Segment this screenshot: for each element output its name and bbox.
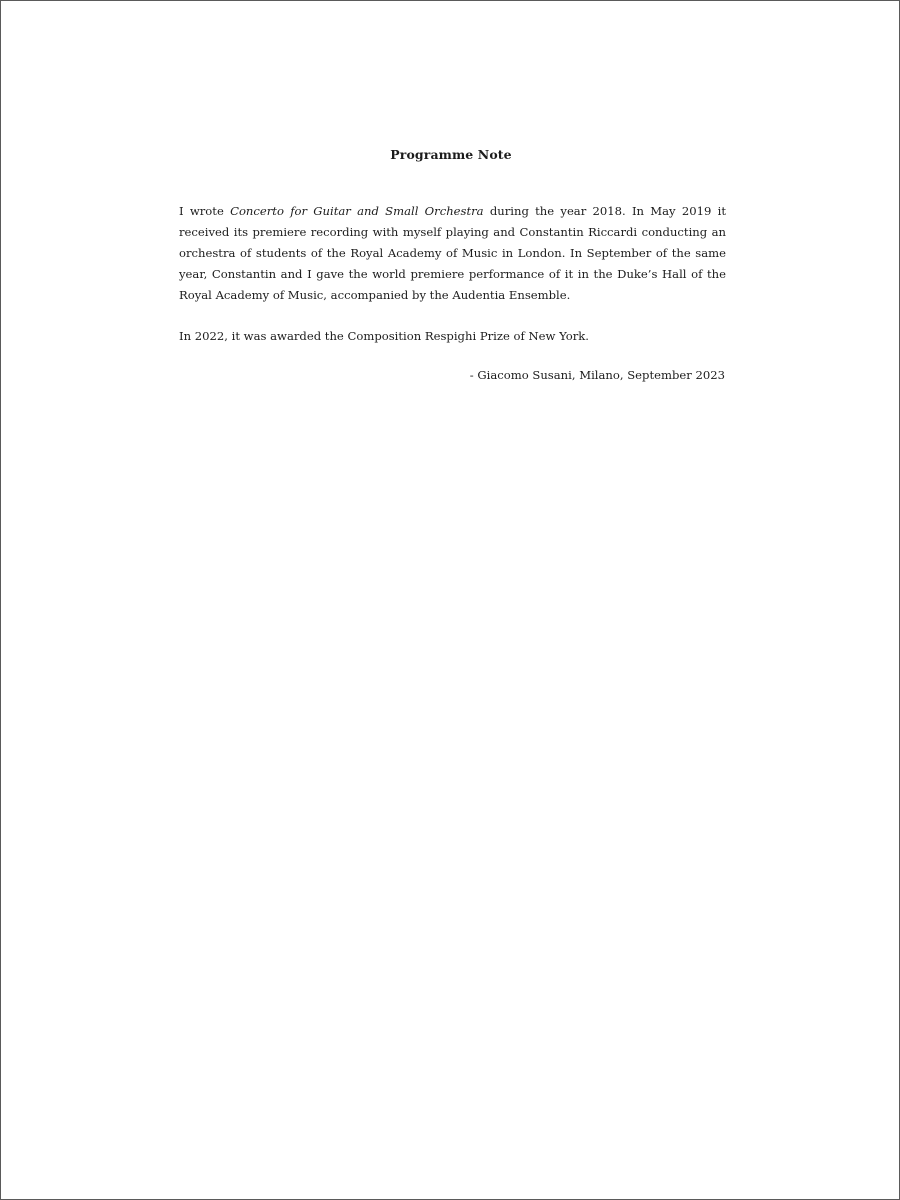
work-title: Concerto for Guitar and Small Orchestra (230, 204, 484, 218)
author-signature: - Giacomo Susani, Milano, September 2023 (469, 368, 725, 382)
paragraph-award: In 2022, it was awarded the Composition Respighi Prize of New York. (179, 329, 589, 343)
paragraph-body-text: during the year 2018. In May 2019 it received its premiere recording with myself playing and Constantin Riccardi conducting an orchestra of students of the Royal Academy of Music in London. In September of the same year, Constantin and I gave the world premiere performance of it in the Duke’s Hall of the Royal Academy of Music, accompanied by the Audentia Ensemble. (179, 204, 726, 302)
page-title: Programme Note (390, 147, 512, 162)
paragraph-intro-text: I wrote (179, 204, 231, 218)
paragraph-concerto-history (179, 201, 726, 306)
